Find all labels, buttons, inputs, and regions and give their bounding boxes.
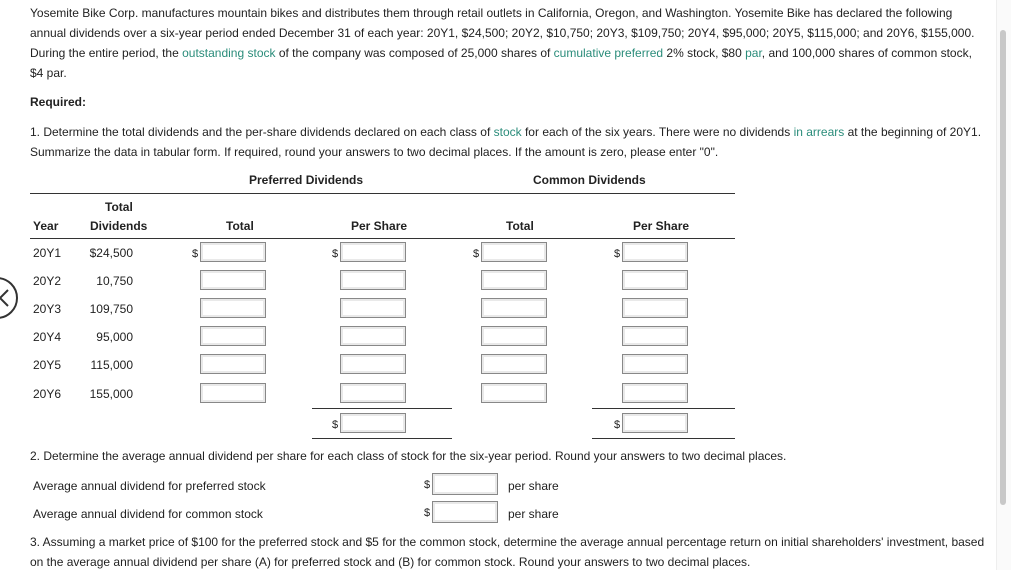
intro-text-1: Yosemite Bike Corp. manufactures mountain bikes and distributes them through retail outlets in California, Oregon, and Washington. Yosemite Bike has declared the following annual dividends over a six-year period ended December 31 of each year: 20Y1, $24,500; 20Y2, $10,750; 20Y3, $109,750; 20Y4, $95,000; 20Y5, $115,000; and 20Y6, $155,000. During the entire period, the <box>30 6 975 60</box>
common-per-share-input[interactable] <box>622 354 688 374</box>
common-total-input[interactable] <box>481 326 547 346</box>
row-year: 20Y2 <box>33 274 62 288</box>
common-total-input[interactable] <box>481 270 547 290</box>
q1-text-2: for each of the six years. There were no dividends <box>521 125 794 139</box>
question-1 <box>30 122 985 162</box>
chevron-left-icon <box>0 288 10 308</box>
intro-text-4: , and 100,000 shares of common stock, $4 par. <box>30 46 972 80</box>
q1-text-1: 1. Determine the total dividends and the per-share dividends declared on each class of <box>30 125 494 139</box>
row-total-dividends: 155,000 <box>89 387 133 401</box>
common-per-share-input[interactable] <box>622 242 688 262</box>
link-par[interactable]: par <box>745 46 762 60</box>
preferred-per-share-input[interactable] <box>340 298 406 318</box>
common-total-input[interactable] <box>481 354 547 374</box>
avg-common-input[interactable] <box>432 501 498 523</box>
row-year: 20Y3 <box>33 302 62 316</box>
preferred-total-input[interactable] <box>200 383 266 403</box>
preferred-per-share-input[interactable] <box>340 354 406 374</box>
common-total-rule <box>592 408 735 409</box>
preferred-per-share-input[interactable] <box>340 270 406 290</box>
intro-text-2: of the company was composed of 25,000 shares of <box>275 46 554 60</box>
preferred-per-share-input[interactable] <box>340 326 406 346</box>
header-total-line1: Total <box>105 200 133 214</box>
preferred-per-share-input[interactable] <box>340 383 406 403</box>
header-common-total: Total <box>506 219 534 233</box>
header-common-dividends: Common Dividends <box>533 173 646 187</box>
link-in-arrears[interactable]: in arrears <box>793 125 845 139</box>
row-total-dividends: 10,750 <box>96 274 133 288</box>
common-double-rule <box>592 438 735 439</box>
common-per-share-total-input[interactable] <box>622 413 688 433</box>
link-outstanding-stock[interactable]: outstanding stock <box>182 46 276 60</box>
common-total-input[interactable] <box>481 242 547 262</box>
row-year: 20Y6 <box>33 387 62 401</box>
back-button[interactable] <box>0 277 18 319</box>
header-total-dividends: Dividends <box>90 219 148 233</box>
link-cumulative-preferred[interactable]: cumulative preferred <box>553 46 664 60</box>
intro-paragraph <box>30 3 985 83</box>
preferred-total-currency: $ <box>192 248 199 260</box>
common-total-input[interactable] <box>481 383 547 403</box>
avg-preferred-currency: $ <box>424 479 431 491</box>
common-per-share-input[interactable] <box>622 383 688 403</box>
q1-text-3: at the beginning of 20Y1. Summarize the data in tabular form. If required, round your answers to two decimal places. If the amount is zero, please enter "0". <box>30 125 982 159</box>
preferred-per-share-total-input[interactable] <box>340 413 406 433</box>
common-total-input[interactable] <box>481 298 547 318</box>
preferred-total-input[interactable] <box>200 326 266 346</box>
row-year: 20Y4 <box>33 330 62 344</box>
preferred-per-share-currency: $ <box>332 248 339 260</box>
avg-preferred-unit: per share <box>508 479 559 493</box>
header-preferred-total: Total <box>226 219 254 233</box>
avg-common-currency: $ <box>424 507 431 519</box>
row-year: 20Y5 <box>33 358 62 372</box>
common-total-currency: $ <box>614 419 621 431</box>
row-total-dividends: 109,750 <box>89 302 133 316</box>
row-year: 20Y1 <box>33 246 62 260</box>
header-year: Year <box>33 219 59 233</box>
row-total-dividends: 115,000 <box>90 358 133 372</box>
row-total-dividends: 95,000 <box>96 330 133 344</box>
header-common-per-share: Per Share <box>633 219 690 233</box>
header-preferred-dividends: Preferred Dividends <box>249 173 364 187</box>
question-2: 2. Determine the average annual dividend per share for each class of stock for the six-year period. Round your answers to two decimal places. <box>30 449 787 463</box>
preferred-per-share-input[interactable] <box>340 242 406 262</box>
common-per-share-input[interactable] <box>622 270 688 290</box>
table-top-rule <box>30 193 735 194</box>
avg-common-label: Average annual dividend for common stock <box>33 507 263 521</box>
required-heading: Required: <box>30 95 87 109</box>
intro-text-3: 2% stock, $80 <box>663 46 746 60</box>
avg-preferred-input[interactable] <box>432 473 498 495</box>
scrollbar-thumb[interactable] <box>1000 30 1006 505</box>
preferred-total-rule <box>312 408 452 409</box>
header-preferred-per-share: Per Share <box>351 219 408 233</box>
preferred-total-input[interactable] <box>200 242 266 262</box>
preferred-total-input[interactable] <box>200 298 266 318</box>
row-total-dividends: $24,500 <box>89 246 133 260</box>
preferred-double-rule <box>312 438 452 439</box>
common-per-share-input[interactable] <box>622 326 688 346</box>
common-total-currency: $ <box>473 248 480 260</box>
preferred-total-input[interactable] <box>200 270 266 290</box>
avg-common-unit: per share <box>508 507 559 521</box>
common-per-share-input[interactable] <box>622 298 688 318</box>
avg-preferred-label: Average annual dividend for preferred stock <box>33 479 266 493</box>
preferred-total-currency: $ <box>332 419 339 431</box>
question-3: 3. Assuming a market price of $100 for the preferred stock and $5 for the common stock, determine the average annual percentage return on initial shareholders' investment, based on the average annual dividend per share (A) for preferred stock and (B) for common stock. Round your answers to two decimal places. <box>30 535 985 569</box>
common-per-share-currency: $ <box>614 248 621 260</box>
link-stock[interactable]: stock <box>493 125 522 139</box>
table-header-rule <box>30 238 735 239</box>
preferred-total-input[interactable] <box>200 354 266 374</box>
